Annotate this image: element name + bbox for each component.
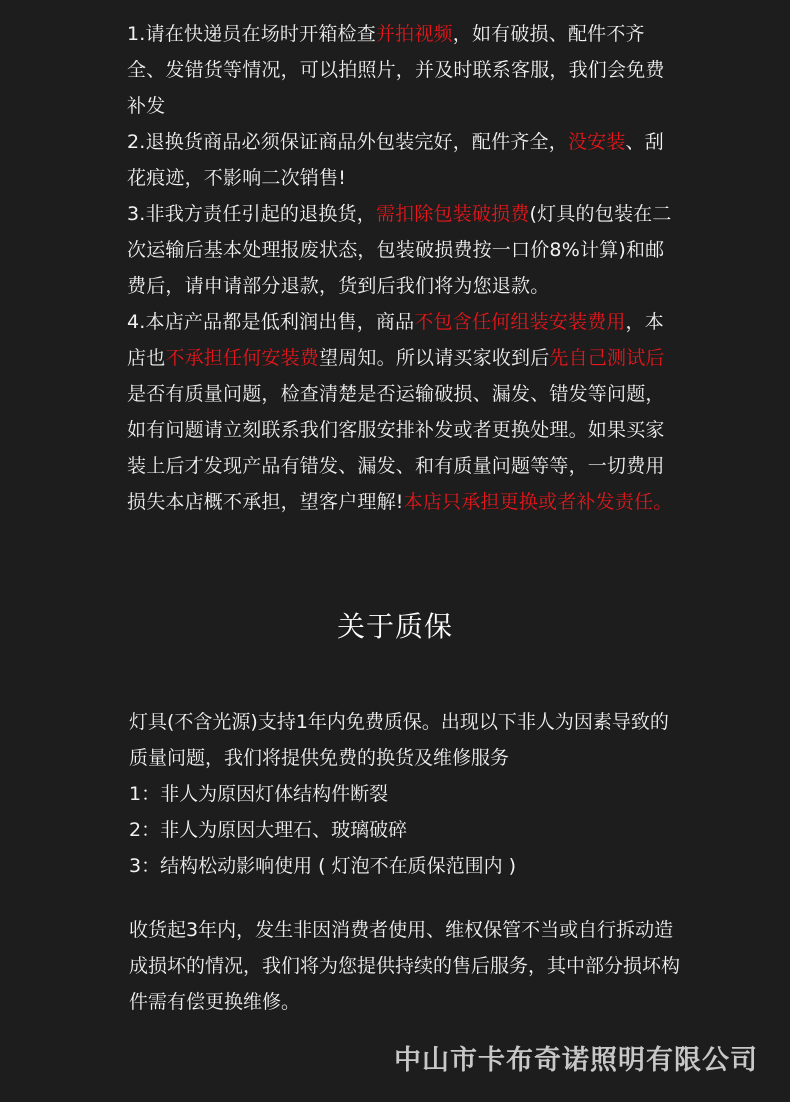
policy-highlight: 先自己测试后 (549, 347, 665, 369)
policy-text: 3.非我方责任引起的退换货， (127, 203, 376, 225)
policy-text: 、刮花痕迹，不影响二次销售! (127, 131, 664, 189)
warranty-intro: 灯具(不含光源)支持1年内免费质保。出现以下非人为因素导致的质量问题，我们将提供免费的换货及维修服务 (129, 711, 669, 769)
warranty-item: 2：非人为原因大理石、玻璃破碎 (129, 819, 408, 841)
aftersale-paragraph: 收货起3年内，发生非因消费者使用、维权保管不当或自行拆动造成损坏的情况，我们将为您提供持续的售后服务，其中部分损坏构件需有偿更换维修。 (129, 919, 681, 1013)
policy-highlight: 需扣除包装破损费 (375, 203, 530, 225)
policy-text: (灯具的包装在二次运输后基本处理报废状态，包装破损费按一口价8%计算)和邮费后，请申请部分退款，货到后我们将为您退款。 (127, 203, 672, 297)
policy-item-1 (127, 16, 682, 124)
section-title: 关于质保 (336, 610, 453, 643)
policy-highlight: 并拍视频 (375, 23, 453, 45)
policy-item-4 (127, 304, 682, 520)
policy-text: 1.请在快递员在场时开箱检查 (127, 23, 376, 45)
policy-highlight: 没安装 (567, 131, 626, 153)
company-name: 中山市卡布奇诺照明有限公司 (394, 1045, 758, 1076)
policy-text: 2.退换货商品必须保证商品外包装完好，配件齐全， (127, 131, 568, 153)
policy-text: ，本店也 (127, 311, 664, 369)
warranty-section (129, 704, 684, 884)
return-policy-notice (127, 16, 682, 520)
policy-item-3 (127, 196, 682, 304)
policy-text: 是否有质量问题，检查清楚是否运输破损、漏发、错发等问题，如有问题请立刻联系我们客服安排补发或者更换处理。如果买家装上后才发现产品有错发、漏发、和有质量问题等等，一切费用损失本店概不承担，望客户理解! (127, 383, 665, 513)
policy-text: 望周知。所以请买家收到后 (319, 347, 550, 369)
policy-item-2 (127, 124, 682, 196)
warranty-item: 3：结构松动影响使用 ( 灯泡不在质保范围内 ) (129, 855, 517, 877)
policy-highlight: 本店只承担更换或者补发责任。 (403, 491, 673, 513)
policy-text: ，如有破损、配件不齐全、发错货等情况，可以拍照片，并及时联系客服，我们会免费补发 (127, 23, 665, 117)
policy-highlight: 不承担任何安装费 (165, 347, 320, 369)
policy-text: 4.本店产品都是低利润出售，商品 (127, 311, 415, 333)
policy-highlight: 不包含任何组装安装费用 (414, 311, 626, 333)
warranty-item: 1：非人为原因灯体结构件断裂 (129, 783, 389, 805)
